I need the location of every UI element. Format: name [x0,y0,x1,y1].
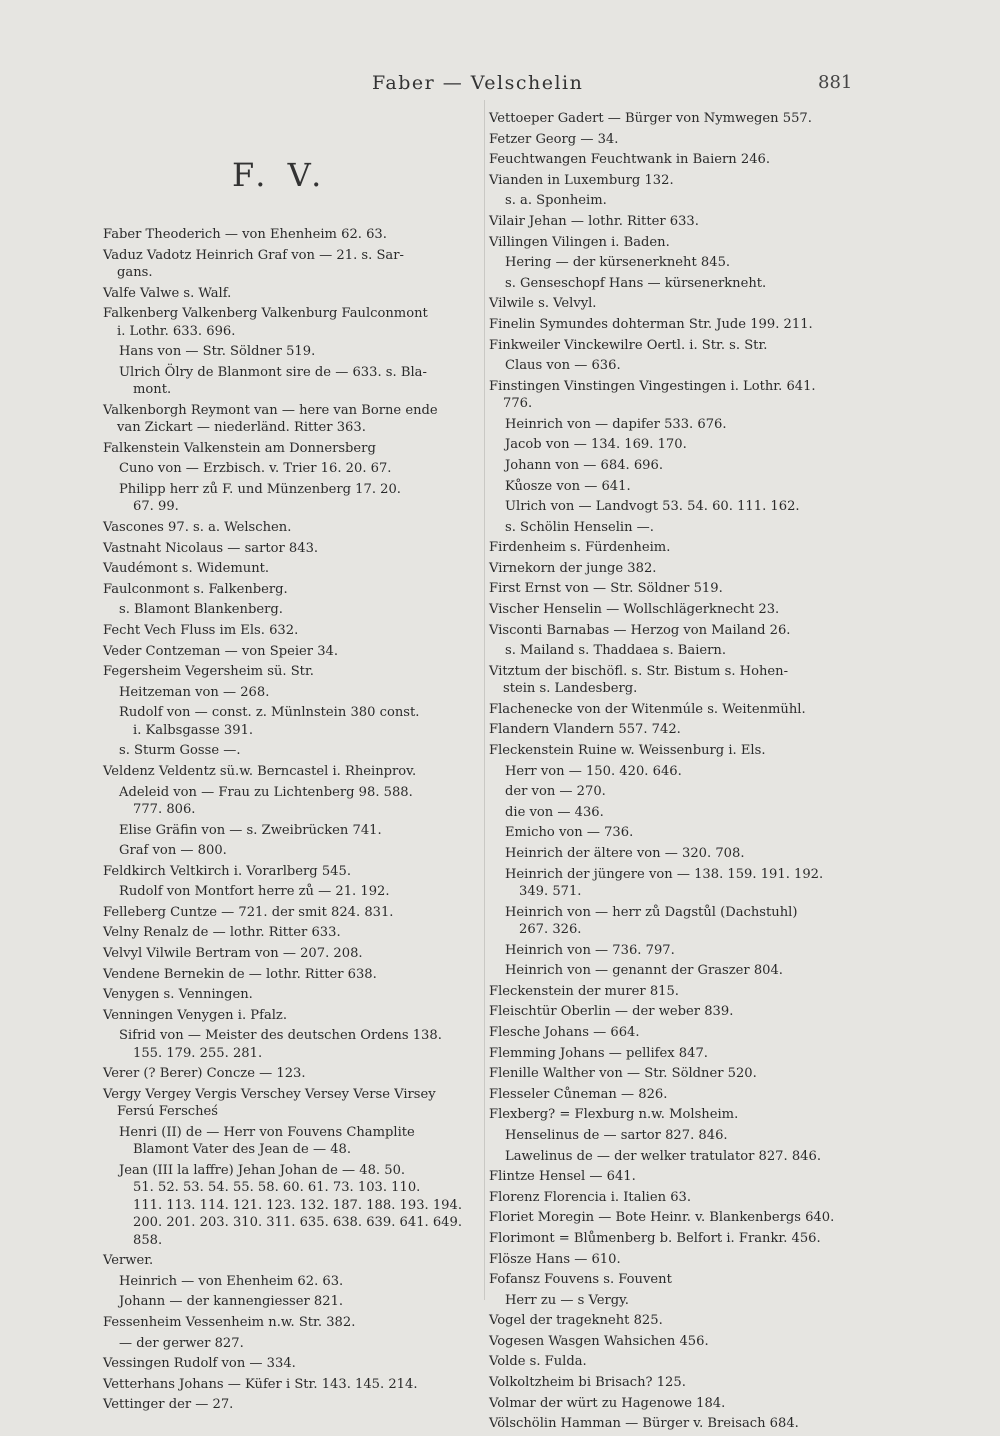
index-entry [103,440,483,457]
index-entry [103,1007,483,1024]
entry-line: Falkenstein Valkenstein am Donnersberg [103,440,376,456]
entry-line: 200. 201. 203. 310. 311. 635. 638. 639. 641. 649. [133,1215,462,1231]
entry-line: Flachenecke von der Witenmúle s. Weitenmühl. [489,701,806,717]
entry-line: Vilair Jehan — lothr. Ritter 633. [489,213,699,229]
entry-line: Herr zu — s Vergy. [505,1292,629,1308]
entry-line: Falkenberg Valkenberg Valkenburg Faulconmont [103,306,428,322]
index-entry [489,642,874,659]
index-entry [489,1003,874,1020]
entry-line: Flesseler Cůneman — 826. [489,1086,668,1102]
index-entry [489,804,874,821]
entry-line: Elise Gräfin von — s. Zweibrücken 741. [119,822,382,838]
index-entry [489,457,874,474]
index-entry [489,110,874,127]
entry-line: Philipp herr zů F. und Münzenberg 17. 20. [119,481,401,497]
index-entry [489,436,874,453]
entry-line: Vogel der trageknеht 825. [489,1313,663,1329]
entry-line: Volmar der würt zu Hagenowe 184. [489,1395,726,1411]
index-entry [489,742,874,759]
entry-line: i. Lothr. 633. 696. [117,323,236,339]
entry-line: Flesche Johans — 664. [489,1024,640,1040]
index-entry [489,721,874,738]
entry-line: Blamont Vater des Jean de — 48. [133,1142,352,1158]
index-entry [489,1333,874,1350]
index-entry [103,986,483,1003]
right-column [489,110,874,1436]
index-entry [489,234,874,251]
entry-line: Velny Renalz de — lothr. Ritter 633. [103,925,341,941]
entry-line: Valkenborgh Reymont van — here van Borne ende [103,402,438,418]
entry-line: Henselinus de — sartor 827. 846. [505,1127,728,1143]
index-entry [489,1209,874,1226]
entry-line: Fleckenstein der murer 815. [489,983,679,999]
entry-line: 858. [133,1232,163,1248]
entry-line: Flenille Walther von — Str. Söldner 520. [489,1066,757,1082]
entry-line: Ulrich von — Landvogt 53. 54. 60. 111. 162. [505,499,800,515]
entry-line: Johann — der kannengiesser 821. [119,1294,344,1310]
index-entry [489,824,874,841]
entry-line: Valfe Valwe s. Walf. [103,285,232,301]
entry-line: Vascones 97. s. a. Welschen. [103,519,292,535]
entry-line: Vettoeper Gadert — Bürger von Nymwegen 557. [489,111,812,126]
index-entry [489,866,874,901]
index-entry [103,1335,483,1352]
index-entry [103,622,483,639]
index-entry [103,1162,483,1249]
entry-line: der von — 270. [505,784,606,800]
entry-line: Vetterhans Johans — Küfer i Str. 143. 145. 214. [103,1376,418,1392]
entry-line: Volde s. Fulda. [489,1354,587,1370]
index-entry [103,966,483,983]
index-entry [103,1252,483,1269]
index-entry [489,1251,874,1268]
entry-line: Flösze Hans — 610. [489,1251,621,1267]
entry-line: Veldenz Veldentz sü.w. Berncastel i. Rheinprov. [103,763,417,779]
index-entry [103,1273,483,1290]
entry-line: s. a. Sponheim. [505,193,607,209]
index-entry [103,904,483,921]
index-entry [489,701,874,718]
index-entry [489,131,874,148]
index-entry [489,1395,874,1412]
index-entry [489,904,874,939]
entry-line: Vaduz Vadotz Heinrich Graf von — 21. s. Sar- [103,247,404,263]
index-entry [103,924,483,941]
entry-line: Veder Contzeman — von Speier 34. [103,643,339,659]
entry-line: Flandern Vlandern 557. 742. [489,722,681,738]
entry-line: Sifrid von — Meister des deutschen Ordens 138. [119,1028,442,1044]
entry-line: Ulrich Ölry de Blanmont sire de — 633. s. Bla- [119,364,427,380]
entry-line: Florimont = Blůmenberg b. Belfort i. Frankr. 456. [489,1230,821,1246]
index-entry [103,1355,483,1372]
index-entry [489,539,874,556]
entry-line: Henri (II) de — Herr von Fouvens Champlite [119,1125,415,1141]
entry-line: Hering — der kürsenerkneht 845. [505,255,731,271]
entry-line: 67. 99. [133,499,179,515]
index-entry [103,343,483,360]
entry-line: Fegersheim Vegersheim sü. Str. [103,664,314,680]
index-entry [489,151,874,168]
entry-line: Flexberg? = Flexburg n.w. Molsheim. [489,1107,739,1123]
index-entry [103,883,483,900]
entry-line: Cuno von — Erzbisch. v. Trier 16. 20. 67. [119,461,392,477]
entry-line: mont. [133,382,172,398]
entry-line: Fofansz Fouvens s. Fouvent [489,1272,672,1288]
entry-line: 111. 113. 114. 121. 123. 132. 187. 188. 193. 194. [133,1197,462,1213]
entry-line: Venningen Venygen i. Pfalz. [103,1007,287,1023]
entry-line: s. Genseschopf Hans — kürsenerkneht. [505,275,767,291]
entry-line: i. Kalbsgasse 391. [133,722,254,738]
index-entry [103,1124,483,1159]
index-entry [103,822,483,839]
entry-line: Heinrich von — 736. 797. [505,942,675,958]
entry-line: Johann von — 684. 696. [505,457,664,473]
page-number: 881 [818,72,853,93]
entry-line: 777. 806. [133,801,196,817]
left-column [103,226,483,1417]
entry-line: Fessenheim Vessenheim n.w. Str. 382. [103,1315,356,1331]
entry-line: die von — 436. [505,804,604,820]
entry-line: Heinrich — von Ehenheim 62. 63. [119,1273,344,1289]
index-entry [489,254,874,271]
index-entry [489,498,874,515]
entry-line: Vogesen Wasgen Wahsichen 456. [489,1333,709,1349]
entry-line: 51. 52. 53. 54. 55. 58. 60. 61. 73. 103. 110. [133,1180,421,1196]
index-entry [103,1314,483,1331]
entry-line: s. Mailand s. Thaddaea s. Baiern. [505,643,726,659]
entry-line: Heitzeman von — 268. [119,684,270,700]
entry-line: 349. 571. [519,884,582,899]
index-entry [103,1293,483,1310]
entry-line: Heinrich der ältere von — 320. 708. [505,846,745,861]
index-entry [103,1086,483,1121]
index-entry [489,1065,874,1082]
index-entry [489,378,874,413]
entry-line: s. Blamont Blankenberg. [119,602,283,618]
entry-line: Finkweiler Vinckewilre Oertl. i. Str. s. Str. [489,337,768,353]
entry-line: Heinrich von — genannt der Graszer 804. [505,963,783,979]
index-entry [103,684,483,701]
index-entry [489,1127,874,1144]
entry-line: Florenz Florencia i. Italien 63. [489,1189,692,1205]
entry-line: Heinrich der jüngere von — 138. 159. 191. 192. [505,866,824,882]
index-entry [103,226,483,243]
entry-line: Fleckenstein Ruine w. Weissenburg i. Els. [489,743,766,759]
entry-line: First Ernst von — Str. Söldner 519. [489,581,723,597]
index-entry [103,643,483,660]
entry-line: Firdenheim s. Fürdenheim. [489,540,671,556]
entry-line: Villingen Vilingen i. Baden. [489,234,670,250]
entry-line: Floriet Moregin — Bote Heinr. v. Blankenbergs 640. [489,1210,835,1226]
entry-line: Finstingen Vinstingen Vingestingen i. Lothr. 641. [489,378,816,394]
index-entry [103,460,483,477]
entry-line: Verer (? Berer) Concze — 123. [103,1066,306,1082]
entry-line: Vitztum der bischöfl. s. Str. Bistum s. Hohen- [489,663,789,679]
index-entry [489,295,874,312]
index-entry [489,983,874,1000]
entry-line: Lawelinus de — der welker tratulator 827. 846. [505,1148,821,1164]
index-entry [489,1230,874,1247]
entry-line: Graf von — 800. [119,843,227,859]
index-entry [489,962,874,979]
entry-line: Claus von — 636. [505,358,621,374]
index-entry [103,481,483,516]
index-entry [103,519,483,536]
entry-line: — der gerwer 827. [119,1335,244,1351]
index-entry [489,1415,874,1432]
entry-line: Vischer Henselin — Wollschlägerknecht 23. [489,602,780,618]
entry-line: Vastnaht Nicolaus — sartor 843. [103,540,319,556]
index-entry [103,402,483,437]
entry-line: Vilwile s. Velvyl. [489,296,597,312]
index-entry [489,783,874,800]
index-entry [103,863,483,880]
entry-line: Volkoltzheim bi Brisach? 125. [489,1375,686,1391]
index-entry [489,357,874,374]
index-entry [489,275,874,292]
entry-line: Rudolf von Montfort herre zů — 21. 192. [119,884,390,900]
index-entry [489,1189,874,1206]
index-entry [489,942,874,959]
entry-line: Vaudémont s. Widemunt. [103,561,270,577]
entry-line: Vessingen Rudolf von — 334. [103,1356,296,1372]
index-entry [103,704,483,739]
entry-line: Rudolf von — const. z. Münlnstein 380 const. [119,705,420,721]
index-entry [103,763,483,780]
index-entry [489,213,874,230]
index-entry [489,192,874,209]
index-entry [103,842,483,859]
index-entry [489,1086,874,1103]
entry-line: van Zickart — niederländ. Ritter 363. [117,420,366,436]
index-entry [489,763,874,780]
index-entry [489,478,874,495]
index-entry [489,560,874,577]
entry-line: Jacob von — 134. 169. 170. [505,437,687,453]
entry-line: stein s. Landesberg. [503,681,638,697]
entry-line: Vergy Vergey Vergis Verschey Versey Verse Virsey [103,1087,436,1103]
entry-line: Adeleid von — Frau zu Lichtenberg 98. 588. [119,784,413,800]
entry-line: 155. 179. 255. 281. [133,1045,263,1061]
index-entry [489,845,874,862]
entry-line: Feuchtwangen Feuchtwank in Baiern 246. [489,152,771,168]
index-entry [103,784,483,819]
entry-line: Hans von — Str. Söldner 519. [119,344,316,360]
index-entry [103,742,483,759]
entry-line: Herr von — 150. 420. 646. [505,763,682,779]
index-entry [489,1292,874,1309]
entry-line: Heinrich von — herr zů Dagstůl (Dachstuhl) [505,904,798,920]
index-entry [103,663,483,680]
entry-line: Völschölin Hamman — Bürger v. Breisach 684. [489,1416,799,1432]
index-entry [103,285,483,302]
index-entry [489,1045,874,1062]
entry-line: Vendene Bernekin de — lothr. Ritter 638. [103,966,377,982]
index-entry [489,316,874,333]
entry-line: s. Sturm Gosse —. [119,743,241,759]
index-entry [103,581,483,598]
entry-line: 267. 326. [519,922,582,937]
index-entry [103,305,483,340]
index-entry [103,1027,483,1062]
index-entry [103,560,483,577]
entry-line: Venygen s. Venningen. [103,987,253,1003]
entry-line: Visconti Barnabas — Herzog von Mailand 26. [489,622,791,638]
entry-line: gans. [117,265,153,280]
section-heading: F. V. [232,156,328,194]
index-entry [489,1024,874,1041]
index-entry [103,1065,483,1082]
index-entry [103,540,483,557]
index-entry [489,663,874,698]
entry-line: Flintze Hensel — 641. [489,1169,636,1185]
entry-line: Fetzer Georg — 34. [489,131,619,147]
entry-line: Jean (III la laffre) Jehan Johan de — 48. 50. [119,1163,406,1179]
entry-line: Velvyl Vilwile Bertram von — 207. 208. [103,946,363,962]
entry-line: 776. [503,396,533,412]
index-entry [489,337,874,354]
index-entry [103,601,483,618]
entry-line: Heinrich von — dapifer 533. 676. [505,416,727,432]
index-entry [489,416,874,433]
index-entry [489,1271,874,1288]
index-entry [103,1376,483,1393]
index-entry [489,601,874,618]
entry-line: Vettinger der — 27. [103,1397,234,1413]
entry-line: Emicho von — 736. [505,825,634,841]
index-entry [489,1106,874,1123]
page-title: Faber — Velschelin [372,72,584,94]
entry-line: Faulconmont s. Falkenberg. [103,581,288,597]
entry-line: Flemming Johans — pellifex 847. [489,1045,708,1061]
entry-line: s. Schölin Henselin —. [505,519,654,535]
entry-line: Fecht Vech Fluss im Els. 632. [103,622,299,638]
index-entry [103,364,483,399]
index-entry [103,945,483,962]
entry-line: Feldkirch Veltkirch i. Vorarlberg 545. [103,863,352,879]
entry-line: Fersú Ferscheś [117,1104,219,1120]
index-entry [103,247,483,282]
index-entry [489,1312,874,1329]
entry-line: Kůosze von — 641. [505,478,631,494]
entry-line: Vianden in Luxemburg 132. [489,172,674,188]
entry-line: Felleberg Cuntze — 721. der smit 824. 831. [103,904,394,920]
entry-line: Virnekorn der junge 382. [489,560,657,576]
index-entry [489,1353,874,1370]
index-entry [489,1148,874,1165]
entry-line: Verwer. [103,1253,154,1269]
index-entry [489,1374,874,1391]
entry-line: Finelin Symundes dohterman Str. Jude 199. 211. [489,316,813,332]
index-entry [489,519,874,536]
entry-line: Fleischtür Oberlin — der weber 839. [489,1004,734,1020]
index-entry [103,1396,483,1413]
index-entry [489,622,874,639]
index-entry [489,1168,874,1185]
column-divider [484,100,485,1300]
index-entry [489,172,874,189]
index-entry [489,580,874,597]
entry-line: Faber Theoderich — von Ehenheim 62. 63. [103,227,387,242]
